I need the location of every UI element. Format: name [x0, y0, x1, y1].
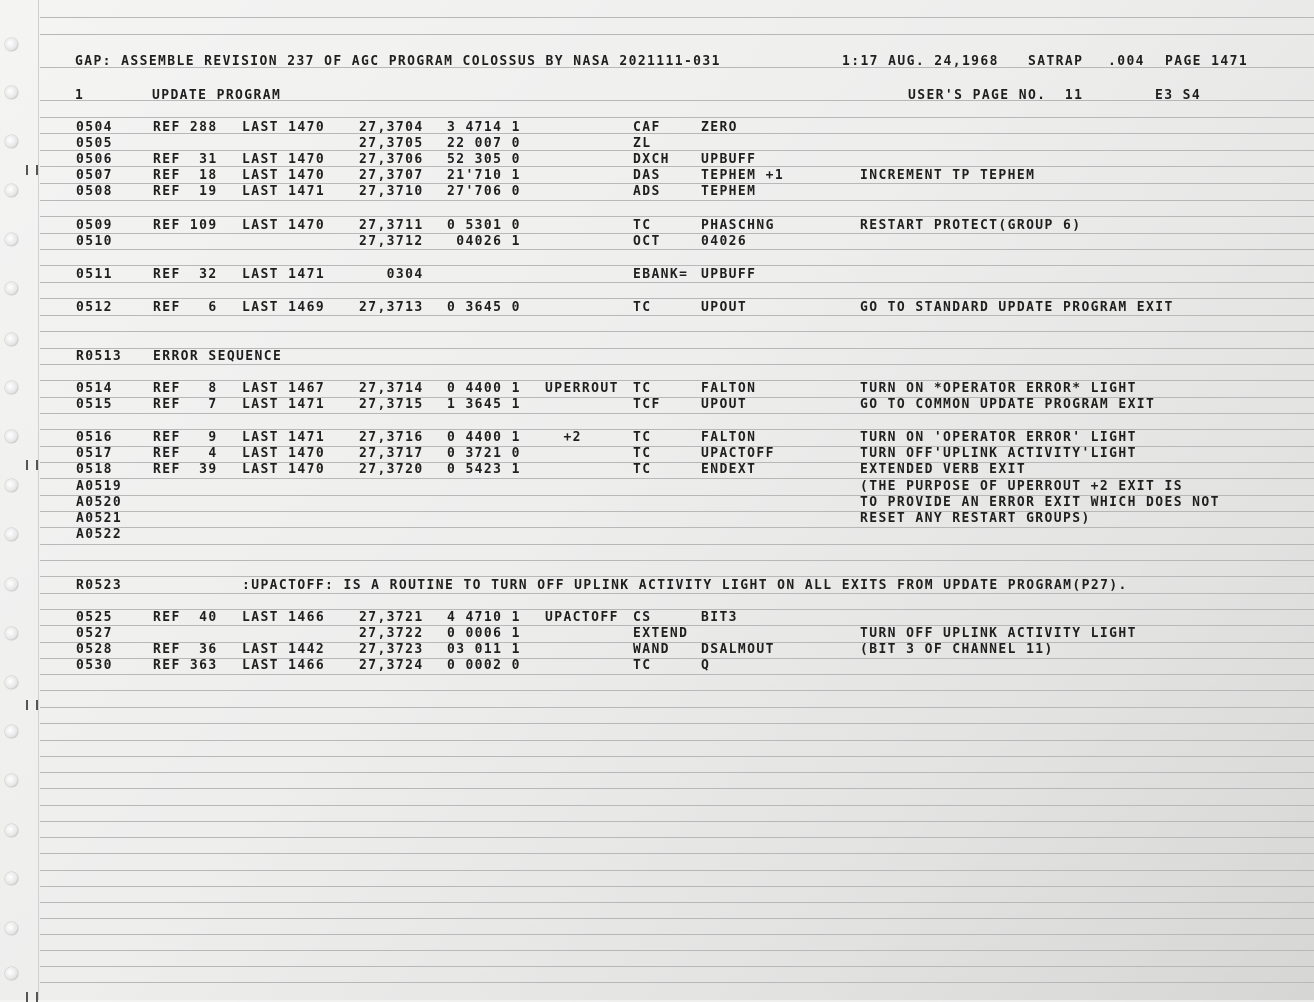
listing-comment: EXTENDED VERB EXIT — [860, 462, 1027, 477]
listing-seq: 0515 — [76, 397, 113, 412]
subheader-code: E3 S4 — [1155, 88, 1202, 103]
ruled-line — [40, 364, 1314, 365]
listing-ref: REF 31 — [153, 152, 218, 167]
ruled-line — [40, 200, 1314, 201]
listing-op: CS — [633, 610, 652, 625]
ruled-line — [40, 690, 1314, 691]
listing-operand: ENDEXT — [701, 462, 757, 477]
listing-operand: ZERO — [701, 120, 738, 135]
ruled-line — [40, 821, 1314, 822]
listing-addr: 27,3704 — [359, 120, 424, 135]
listing-seq: 0510 — [76, 234, 113, 249]
listing-ref: REF 36 — [153, 642, 218, 657]
ruled-line — [40, 117, 1314, 118]
ruled-line — [40, 17, 1314, 18]
listing-comment: RESET ANY RESTART GROUPS) — [860, 511, 1091, 526]
listing-seq: 0528 — [76, 642, 113, 657]
listing-seq: 0504 — [76, 120, 113, 135]
fold-mark — [26, 165, 38, 175]
ruled-line — [40, 642, 1314, 643]
listing-seq: 0508 — [76, 184, 113, 199]
listing-seq: A0519 — [76, 479, 123, 494]
listing-comment: TO PROVIDE AN ERROR EXIT WHICH DOES NOT — [860, 495, 1220, 510]
listing-comment: GO TO COMMON UPDATE PROGRAM EXIT — [860, 397, 1156, 412]
listing-op: CAF — [633, 120, 661, 135]
listing-ref: REF 40 — [153, 610, 218, 625]
listing-seq: 0511 — [76, 267, 113, 282]
feed-hole — [5, 135, 18, 148]
listing-ref: REF 7 — [153, 397, 218, 412]
listing-operand: UPACTOFF — [701, 446, 775, 461]
ruled-line — [40, 183, 1314, 184]
listing-addr: 27,3712 — [359, 234, 424, 249]
ruled-line — [40, 249, 1314, 250]
feed-hole — [5, 578, 18, 591]
listing-comment: TURN ON *OPERATOR ERROR* LIGHT — [860, 381, 1137, 396]
listing-seq: 0525 — [76, 610, 113, 625]
listing-addr: 27,3720 — [359, 462, 424, 477]
listing-seq: 0512 — [76, 300, 113, 315]
listing-word: 4 4710 1 — [447, 610, 521, 625]
listing-addr: 27,3715 — [359, 397, 424, 412]
listing-op: TC — [633, 381, 652, 396]
listing-word: 0 4400 1 — [447, 430, 521, 445]
ruled-line — [40, 34, 1314, 35]
listing-seq: 0505 — [76, 136, 113, 151]
listing-ref: REF 19 — [153, 184, 218, 199]
feed-hole — [5, 774, 18, 787]
ruled-line — [40, 950, 1314, 951]
listing-last: LAST 1470 — [242, 120, 326, 135]
listing-seq: A0520 — [76, 495, 123, 510]
ruled-line — [40, 298, 1314, 299]
listing-op: WAND — [633, 642, 670, 657]
ruled-line — [40, 265, 1314, 266]
ruled-line — [40, 216, 1314, 217]
listing-last: LAST 1470 — [242, 218, 326, 233]
listing-comment: INCREMENT TP TEPHEM — [860, 168, 1036, 183]
feed-hole — [5, 922, 18, 935]
listing-comment: (BIT 3 OF CHANNEL 11) — [860, 642, 1054, 657]
listing-comment: RESTART PROTECT(GROUP 6) — [860, 218, 1082, 233]
listing-word: 0 4400 1 — [447, 381, 521, 396]
listing-ref: REF 32 — [153, 267, 218, 282]
listing-last: LAST 1466 — [242, 610, 326, 625]
listing-ref: REF 363 — [153, 658, 218, 673]
listing-op: EXTEND — [633, 626, 689, 641]
listing-addr: 27,3724 — [359, 658, 424, 673]
listing-operand: 04026 — [701, 234, 748, 249]
listing-word: 21'710 1 — [447, 168, 521, 183]
listing-op: DXCH — [633, 152, 670, 167]
listing-operand: FALTON — [701, 381, 757, 396]
listing-last: LAST 1471 — [242, 430, 326, 445]
ruled-line — [40, 609, 1314, 610]
feed-hole — [5, 872, 18, 885]
ruled-line — [40, 658, 1314, 659]
listing-addr: 27,3721 — [359, 610, 424, 625]
listing-ref: REF 9 — [153, 430, 218, 445]
feed-hole — [5, 824, 18, 837]
listing-addr: 27,3707 — [359, 168, 424, 183]
ruled-line — [40, 233, 1314, 234]
ruled-line — [40, 413, 1314, 414]
listing-op: ADS — [633, 184, 661, 199]
listing-comment: TURN ON 'OPERATOR ERROR' LIGHT — [860, 430, 1137, 445]
listing-seq: 0530 — [76, 658, 113, 673]
section-title: :UPACTOFF: IS A ROUTINE TO TURN OFF UPLINK ACTIVITY LIGHT ON ALL EXITS FROM UPDATE PROGRAM(P27). — [242, 578, 1128, 593]
listing-label: UPACTOFF — [545, 610, 619, 625]
ruled-line — [40, 982, 1314, 983]
listing-operand: FALTON — [701, 430, 757, 445]
feed-hole — [5, 967, 18, 980]
listing-comment: (THE PURPOSE OF UPERROUT +2 EXIT IS — [860, 479, 1183, 494]
listing-word: 0 3645 0 — [447, 300, 521, 315]
listing-operand: UPBUFF — [701, 152, 757, 167]
listing-addr: 27,3710 — [359, 184, 424, 199]
listing-last: LAST 1469 — [242, 300, 326, 315]
listing-seq: 0506 — [76, 152, 113, 167]
section-title: ERROR SEQUENCE — [153, 349, 283, 364]
listing-seq: A0522 — [76, 527, 123, 542]
listing-word: 04026 1 — [447, 234, 521, 249]
listing-word: 3 4714 1 — [447, 120, 521, 135]
section-seq: R0523 — [76, 578, 123, 593]
ruled-line — [40, 870, 1314, 871]
listing-seq: 0507 — [76, 168, 113, 183]
ruled-line — [40, 166, 1314, 167]
feed-hole — [5, 38, 18, 51]
header-code: .004 — [1108, 54, 1145, 69]
listing-comment: GO TO STANDARD UPDATE PROGRAM EXIT — [860, 300, 1174, 315]
ruled-line — [40, 282, 1314, 283]
listing-op: ZL — [633, 136, 652, 151]
listing-op: EBANK= — [633, 267, 689, 282]
feed-hole — [5, 184, 18, 197]
listing-op: OCT — [633, 234, 661, 249]
listing-ref: REF 109 — [153, 218, 218, 233]
ruled-line — [40, 756, 1314, 757]
listing-last: LAST 1470 — [242, 168, 326, 183]
header-title: GAP: ASSEMBLE REVISION 237 OF AGC PROGRAM COLOSSUS BY NASA 2021111-031 — [75, 54, 721, 69]
feed-hole — [5, 430, 18, 443]
header-datetime: 1:17 AUG. 24,1968 — [842, 54, 999, 69]
listing-word: 0 0002 0 — [447, 658, 521, 673]
ruled-line — [40, 331, 1314, 332]
listing-word: 0 3721 0 — [447, 446, 521, 461]
subheader-users-page: USER'S PAGE NO. 11 — [908, 88, 1084, 103]
ruled-line — [40, 918, 1314, 919]
listing-last: LAST 1442 — [242, 642, 326, 657]
ruled-line — [40, 723, 1314, 724]
ruled-line — [40, 788, 1314, 789]
feed-hole — [5, 333, 18, 346]
feed-hole — [5, 233, 18, 246]
listing-op: TC — [633, 462, 652, 477]
section-seq: R0513 — [76, 349, 123, 364]
ruled-line — [40, 560, 1314, 561]
subheader-number: 1 — [75, 88, 85, 103]
listing-addr: 27,3711 — [359, 218, 424, 233]
ruled-line — [40, 593, 1314, 594]
ruled-line — [40, 902, 1314, 903]
listing-operand: PHASCHNG — [701, 218, 775, 233]
feed-hole — [5, 676, 18, 689]
ruled-line — [40, 544, 1314, 545]
listing-word: 0 5301 0 — [447, 218, 521, 233]
listing-addr: 27,3716 — [359, 430, 424, 445]
listing-last: LAST 1470 — [242, 446, 326, 461]
listing-last: LAST 1470 — [242, 152, 326, 167]
listing-op: TC — [633, 658, 652, 673]
ruled-line — [40, 674, 1314, 675]
listing-ref: REF 39 — [153, 462, 218, 477]
listing-op: DAS — [633, 168, 661, 183]
feed-hole — [5, 627, 18, 640]
fold-mark — [26, 992, 38, 1002]
listing-last: LAST 1471 — [242, 184, 326, 199]
listing-word: 27'706 0 — [447, 184, 521, 199]
listing-last: LAST 1471 — [242, 267, 326, 282]
listing-op: TC — [633, 218, 652, 233]
header-page: PAGE 1471 — [1165, 54, 1249, 69]
feed-hole — [5, 725, 18, 738]
listing-operand: UPBUFF — [701, 267, 757, 282]
feed-hole — [5, 86, 18, 99]
ruled-line — [40, 837, 1314, 838]
ruled-line — [40, 315, 1314, 316]
feed-hole — [5, 528, 18, 541]
listing-addr: 27,3705 — [359, 136, 424, 151]
feed-hole — [5, 282, 18, 295]
ruled-line — [40, 462, 1314, 463]
listing-word: 22 007 0 — [447, 136, 521, 151]
fold-mark — [26, 700, 38, 710]
listing-word: 0 0006 1 — [447, 626, 521, 641]
listing-comment: TURN OFF UPLINK ACTIVITY LIGHT — [860, 626, 1137, 641]
listing-addr: 27,3706 — [359, 152, 424, 167]
listing-addr: 27,3717 — [359, 446, 424, 461]
ruled-line — [40, 133, 1314, 134]
listing-word: 0 5423 1 — [447, 462, 521, 477]
feed-hole — [5, 479, 18, 492]
listing-seq: 0518 — [76, 462, 113, 477]
listing-seq: 0527 — [76, 626, 113, 641]
listing-operand: BIT3 — [701, 610, 738, 625]
fold-mark — [26, 460, 38, 470]
listing-ref: REF 18 — [153, 168, 218, 183]
listing-op: TC — [633, 430, 652, 445]
listing-seq: 0517 — [76, 446, 113, 461]
listing-word: 1 3645 1 — [447, 397, 521, 412]
listing-seq: A0521 — [76, 511, 123, 526]
ruled-line — [40, 150, 1314, 151]
header-operator: SATRAP — [1028, 54, 1084, 69]
listing-seq: 0509 — [76, 218, 113, 233]
listing-operand: TEPHEM — [701, 184, 757, 199]
listing-op: TC — [633, 300, 652, 315]
listing-addr: 27,3723 — [359, 642, 424, 657]
ruled-line — [40, 527, 1314, 528]
listing-addr: 27,3714 — [359, 381, 424, 396]
listing-seq: 0514 — [76, 381, 113, 396]
listing-comment: TURN OFF'UPLINK ACTIVITY'LIGHT — [860, 446, 1137, 461]
listing-operand: UPOUT — [701, 300, 748, 315]
ruled-line — [40, 707, 1314, 708]
listing-label: UPERROUT — [545, 381, 619, 396]
ruled-line — [40, 772, 1314, 773]
listing-operand: DSALMOUT — [701, 642, 775, 657]
ruled-line — [40, 805, 1314, 806]
listing-word: 52 305 0 — [447, 152, 521, 167]
listing-operand: UPOUT — [701, 397, 748, 412]
listing-word: 03 011 1 — [447, 642, 521, 657]
ruled-line — [40, 740, 1314, 741]
listing-op: TC — [633, 446, 652, 461]
ruled-line — [40, 934, 1314, 935]
subheader-program: UPDATE PROGRAM — [152, 88, 282, 103]
listing-last: LAST 1467 — [242, 381, 326, 396]
ruled-line — [40, 511, 1314, 512]
listing-op: TCF — [633, 397, 661, 412]
feed-hole — [5, 381, 18, 394]
listing-operand: Q — [701, 658, 711, 673]
listing-last: LAST 1470 — [242, 462, 326, 477]
ruled-line — [40, 576, 1314, 577]
ruled-line — [40, 853, 1314, 854]
listing-addr: 0304 — [359, 267, 424, 282]
listing-addr: 27,3722 — [359, 626, 424, 641]
listing-ref: REF 288 — [153, 120, 218, 135]
listing-operand: TEPHEM +1 — [701, 168, 785, 183]
listing-seq: 0516 — [76, 430, 113, 445]
perforation-margin — [38, 0, 39, 1000]
listing-last: LAST 1466 — [242, 658, 326, 673]
listing-ref: REF 8 — [153, 381, 218, 396]
listing-ref: REF 4 — [153, 446, 218, 461]
listing-label: +2 — [545, 430, 582, 445]
listing-last: LAST 1471 — [242, 397, 326, 412]
ruled-line — [40, 966, 1314, 967]
listing-addr: 27,3713 — [359, 300, 424, 315]
listing-ref: REF 6 — [153, 300, 218, 315]
ruled-line — [40, 886, 1314, 887]
